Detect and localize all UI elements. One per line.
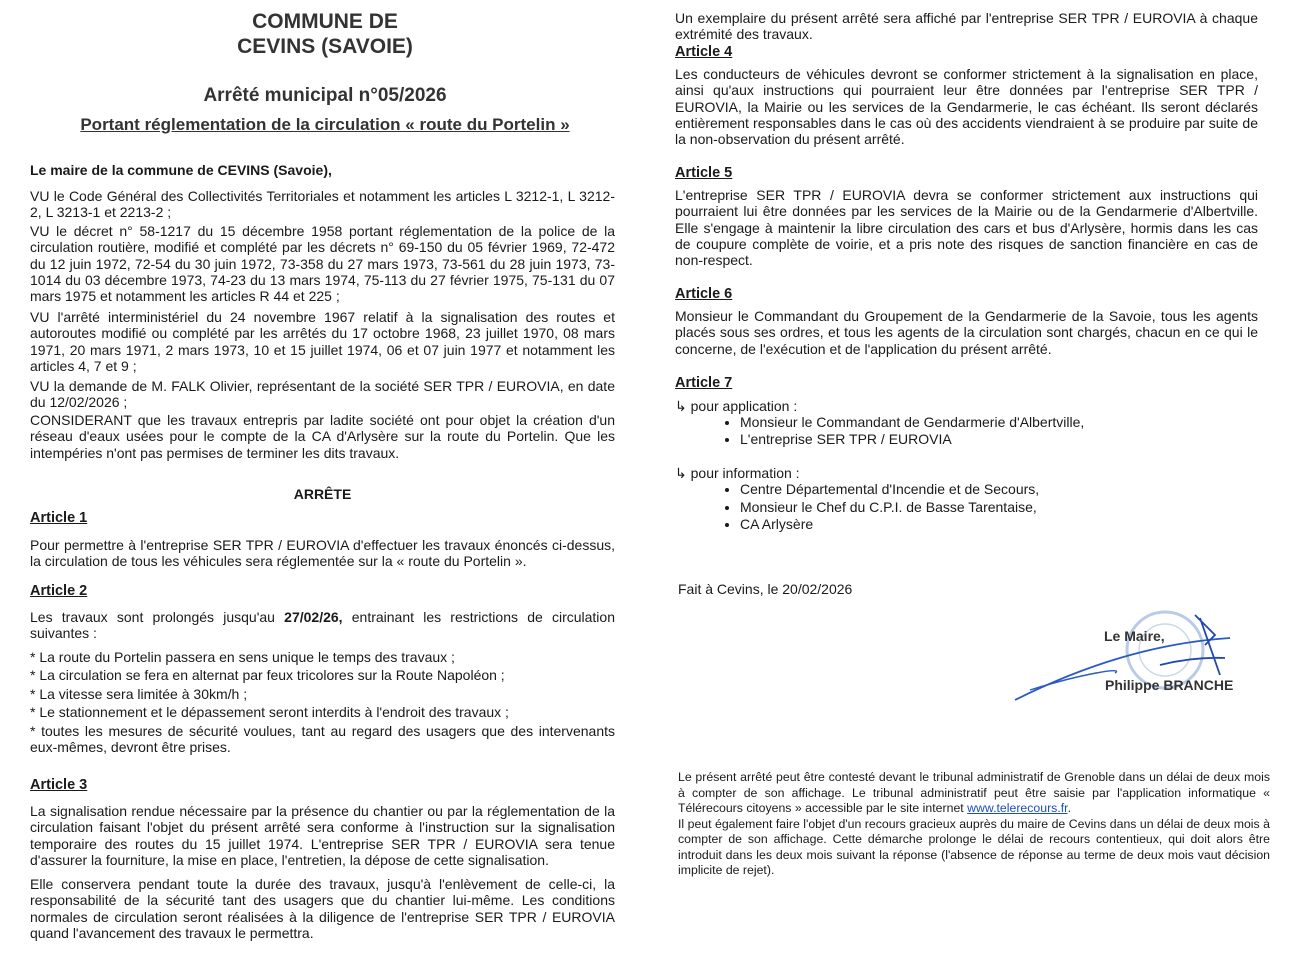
article-4-title: Article 4 bbox=[675, 44, 733, 60]
appeal-text-end: . bbox=[1067, 801, 1072, 815]
appeal-paragraph-2: Il peut également faire l'objet d'un recours gracieux auprès du maire de Cevins dans un délai de deux mois à compter de son affichage. Cette démarche prolonge le délai de recours contentieux, qui doit alors être introduit dans les deux mois suivant la réponse (l'absence de réponse au terme de deux mois vaut décision implicite de rejet). bbox=[678, 816, 1270, 877]
article-5-title: Article 5 bbox=[675, 165, 733, 181]
information-list bbox=[675, 481, 1258, 532]
recipient-item: • L'entreprise SER TPR / EUROVIA bbox=[740, 431, 1258, 447]
information-section bbox=[675, 465, 1258, 532]
article-7-title: Article 7 bbox=[675, 375, 733, 391]
signatory-role: Le Maire, bbox=[1104, 628, 1165, 644]
article-5-text: L'entreprise SER TPR / EUROVIA devra se conformer strictement aux instructions qui pourraient lui être données par les services de la Mairie ou de la Gendarmerie d'Albertville. Elle s'engage à maintenir la libre circulation des cars et bus d'Arlysère, hormis dans les cas de coupure complète de voirie, et a pris note des risques de sanction financière en cas de non-respect. bbox=[675, 187, 1258, 269]
place-and-date: Fait à Cevins, le 20/02/2026 bbox=[678, 581, 853, 597]
appeal-notice bbox=[678, 770, 1270, 879]
application-label: ↳ pour application : bbox=[675, 398, 798, 414]
restriction-item: * La route du Portelin passera en sens unique le temps des travaux ; bbox=[30, 649, 455, 665]
recipient-item: • Centre Départemental d'Incendie et de Secours, bbox=[740, 481, 1258, 497]
end-date: 27/02/26, bbox=[284, 609, 343, 625]
article-2-text-end: entrainant les restrictions de circulation suivantes : bbox=[30, 609, 615, 642]
restriction-item: * Le stationnement et le dépassement seront interdits à l'endroit des travaux ; bbox=[30, 703, 509, 720]
article-3-title: Article 3 bbox=[30, 777, 88, 793]
recipient-item: • Monsieur le Chef du C.P.I. de Basse Tarentaise, bbox=[740, 499, 1258, 515]
considerant-paragraph: CONSIDERANT que les travaux entrepris par ladite société ont pour objet la création d'un réseau d'eaux usées pour le compte de la CA d'Arlysère sur la route du Portelin. Que les intempéries n'ont pas permises de terminer les dits travaux. bbox=[30, 412, 615, 461]
application-list bbox=[675, 414, 1258, 447]
appeal-paragraph-1 bbox=[678, 770, 1270, 817]
commune-line1: COMMUNE DE bbox=[252, 10, 398, 33]
article-2-title: Article 2 bbox=[30, 583, 88, 599]
vu-paragraph-2: VU le décret n° 58-1217 du 15 décembre 1958 portant réglementation de la police de la circulation routière, modifié et complété par les décrets n° 69-150 du 05 février 1969, 72-472 du 12 juin 1972, 72-54 du 30 juin 1972, 73-358 du 27 mars 1973, 73-561 du 28 juin 1973, 73-1014 du 03 décembre 1973, 74-23 du 13 mars 1974, 75-113 du 27 février 1975, 75-131 du 07 mars 1975 et notamment les articles R 44 et 225 ; bbox=[30, 223, 615, 305]
arrete-heading: ARRÊTE bbox=[293, 486, 352, 502]
article-3-paragraph-1: La signalisation rendue nécessaire par la présence du chantier ou par la réglementation de la circulation faisant l'objet du présent arrêté sera conforme à l'instruction sur la signalisation temporaire des routes du 15 juillet 1974. L'entreprise SER TPR / EUROVIA sera tenue d'assurer la fourniture, la mise en place, l'entretien, la dépose de cette signalisation. bbox=[30, 803, 615, 868]
article-1-title: Article 1 bbox=[30, 510, 88, 526]
vu-paragraph-1: VU le Code Général des Collectivités Territoriales et notamment les articles L 3212-1, L 3212-2, L 3213-1 et 2213-2 ; bbox=[30, 188, 615, 221]
article-2-text-start: Les travaux sont prolongés jusqu'au bbox=[30, 609, 285, 625]
document-subtitle: Portant réglementation de la circulation « route du Portelin » bbox=[80, 115, 570, 134]
restriction-item: * La circulation se fera en alternat par feux tricolores sur la Route Napoléon ; bbox=[30, 667, 505, 684]
restriction-item: * La vitesse sera limitée à 30km/h ; bbox=[30, 685, 248, 702]
article-4-text: Les conducteurs de véhicules devront se conformer strictement à la signalisation en place, ainsi qu'aux instructions qui pourraient leur être données par l'entreprise SER TPR / EUROVIA, la Mairie ou les services de la Gendarmerie, le cas échéant. Ils seront déclarés entièrement responsables dans le cas où des accidents viendraient à se produire par suite de la non-observation du présent arrêté. bbox=[675, 66, 1258, 148]
information-label: ↳ pour information : bbox=[675, 465, 800, 481]
recipient-item: • CA Arlysère bbox=[740, 516, 1258, 532]
article-3-paragraph-2: Elle conservera pendant toute la durée des travaux, jusqu'à l'enlèvement de celle-ci, la responsabilité de la sécurité tant des usagers que du chantier lui-même. Les conditions normales de circulation seront réalisées à la diligence de l'entreprise SER TPR / EUROVIA quand l'avancement des travaux le permettra. bbox=[30, 876, 615, 941]
commune-line2: CEVINS (SAVOIE) bbox=[237, 35, 413, 58]
commune-heading bbox=[30, 9, 620, 59]
restriction-item: * toutes les mesures de sécurité voulues, tant au regard des usagers que des intervenants eux-mêmes, devront être prises. bbox=[30, 723, 615, 756]
recipient-item: • Monsieur le Commandant de Gendarmerie d'Albertville, bbox=[740, 414, 1258, 430]
signatory-name: Philippe BRANCHE bbox=[1105, 677, 1234, 693]
vu-paragraph-4: VU la demande de M. FALK Olivier, représentant de la société SER TPR / EUROVIA, en date du 12/02/2026 ; bbox=[30, 378, 615, 411]
article-6-title: Article 6 bbox=[675, 286, 733, 302]
application-section bbox=[675, 398, 1258, 447]
restriction-list bbox=[30, 649, 615, 756]
article-1-text: Pour permettre à l'entreprise SER TPR / EUROVIA d'effectuer les travaux énoncés ci-dessus, la circulation de tous les véhicules sera réglementée sur la « route du Portelin ». bbox=[30, 537, 615, 570]
article-6-text: Monsieur le Commandant du Groupement de la Gendarmerie de la Savoie, tous les agents placés sous ses ordres, et tous les agents de la circulation sont chargés, chacun en ce qui le concerne, de l'exécution et de l'application du présent arrêté. bbox=[675, 308, 1258, 357]
telerecours-link[interactable]: www.telerecours.fr bbox=[967, 801, 1068, 815]
document-title: Arrêté municipal n°05/2026 bbox=[203, 85, 447, 106]
appeal-text: Le présent arrêté peut être contesté devant le tribunal administratif de Grenoble dans un délai de deux mois à compter de son affichage. Le tribunal administratif peut être saisie par l'application informatique « Télérecours citoyens » accessible par le site internet bbox=[678, 770, 1270, 815]
vu-paragraph-3: VU l'arrêté interministériel du 24 novembre 1967 relatif à la signalisation des routes et autoroutes modifié ou complété par les arrêtés du 17 octobre 1968, 23 juillet 1970, 08 mars 1971, 20 mars 1971, 2 mars 1973, 10 et 15 juillet 1974, 06 et 07 juin 1977 et notamment les articles 4, 7 et 9 ; bbox=[30, 309, 615, 374]
article-2-text bbox=[30, 609, 615, 642]
article-3-paragraph-3: Un exemplaire du présent arrêté sera affiché par l'entreprise SER TPR / EUROVIA à chaque extrémité des travaux. bbox=[675, 10, 1258, 43]
preamble-intro: Le maire de la commune de CEVINS (Savoie), bbox=[30, 162, 332, 178]
